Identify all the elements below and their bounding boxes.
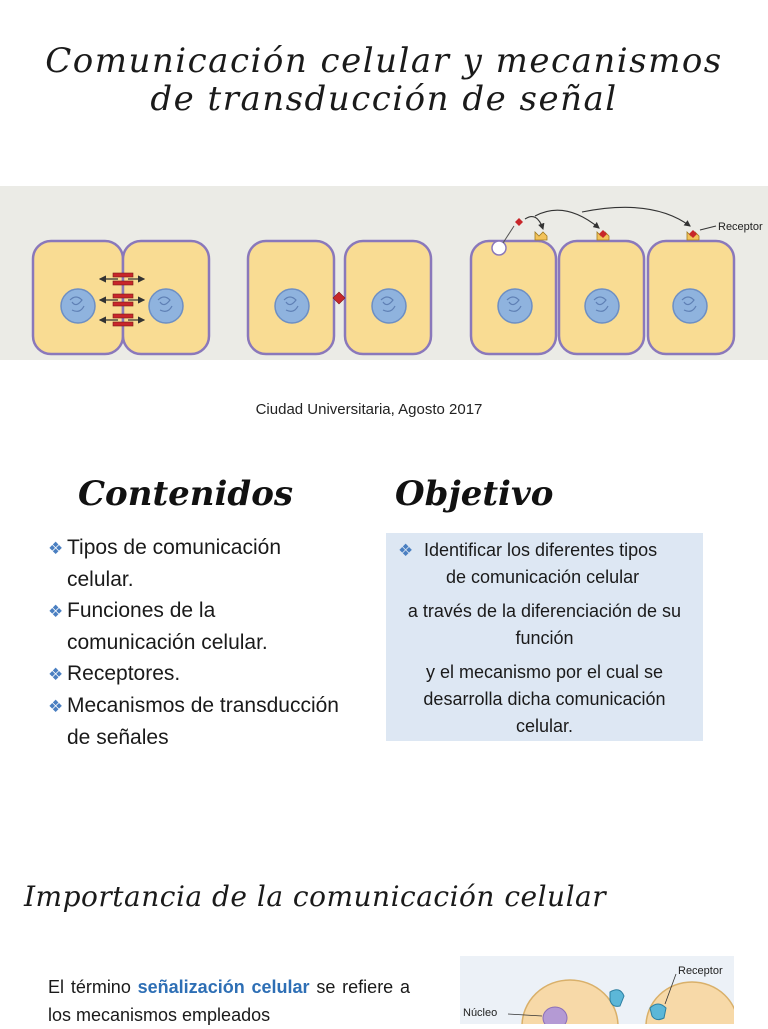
nucleus-icon bbox=[275, 289, 309, 323]
objective-heading: Objetivo bbox=[395, 474, 554, 514]
list-item: ❖ Tipos de comunicación celular. bbox=[48, 532, 348, 595]
receptor-label: Receptor bbox=[718, 221, 763, 233]
slide-title bbox=[0, 42, 768, 118]
contents-heading: Contenidos bbox=[78, 474, 294, 514]
receptor-illustration bbox=[460, 956, 734, 1024]
objective-line: a través de la diferenciación de su función bbox=[407, 601, 682, 648]
cell-communication-illustration bbox=[0, 186, 768, 360]
receptor-label: Receptor bbox=[678, 965, 723, 977]
title-line-2: de transducción de señal bbox=[150, 79, 618, 119]
objective-box bbox=[386, 533, 703, 741]
diamond-bullet-icon: ❖ bbox=[398, 541, 414, 560]
contact-dependent-cells bbox=[248, 241, 431, 354]
diamond-bullet-icon: ❖ bbox=[48, 539, 64, 558]
diamond-bullet-icon: ❖ bbox=[48, 602, 64, 621]
diamond-bullet-icon: ❖ bbox=[48, 665, 64, 684]
importance-heading: Importancia de la comunicación celular bbox=[24, 880, 607, 913]
nucleus-icon bbox=[673, 289, 707, 323]
importance-paragraph: El término señalización celular se refiere a los mecanismos empleados bbox=[48, 977, 411, 1025]
nucleus-label: Núcleo bbox=[463, 1007, 498, 1019]
nucleus-icon bbox=[585, 289, 619, 323]
signal-molecule-icon bbox=[515, 218, 523, 226]
receptor-icon bbox=[650, 1004, 666, 1020]
nucleus-icon bbox=[543, 1007, 567, 1024]
nucleus-icon bbox=[498, 289, 532, 323]
nucleus-icon bbox=[372, 289, 406, 323]
list-item: ❖ Receptores. bbox=[48, 658, 348, 690]
list-item: ❖ Funciones de la comunicación celular. bbox=[48, 595, 348, 658]
vesicle-icon bbox=[492, 241, 506, 255]
nucleus-icon bbox=[149, 289, 183, 323]
receptor-icon bbox=[610, 990, 624, 1007]
objective-line: y el mecanismo por el cual se desarrolla dicha comunicación celular. bbox=[423, 662, 666, 736]
objective-point: ❖ Identificar los diferentes tipos de comunicación celular bbox=[386, 537, 703, 591]
highlight-term: señalización celular bbox=[137, 977, 310, 997]
cell-communication-banner bbox=[0, 186, 768, 360]
title-line-1: Comunicación celular y mecanismos bbox=[45, 41, 723, 81]
paracrine-cells bbox=[471, 207, 763, 354]
diamond-bullet-icon: ❖ bbox=[48, 697, 64, 716]
list-item: ❖ Mecanismos de transducción de señales bbox=[48, 690, 348, 753]
contents-list bbox=[48, 532, 348, 753]
nucleus-icon bbox=[61, 289, 95, 323]
receptor-icon bbox=[535, 232, 547, 240]
location-date: Ciudad Universitaria, Agosto 2017 bbox=[255, 401, 483, 418]
gap-junction-cells bbox=[33, 241, 209, 354]
receptor-figure bbox=[460, 956, 734, 1024]
